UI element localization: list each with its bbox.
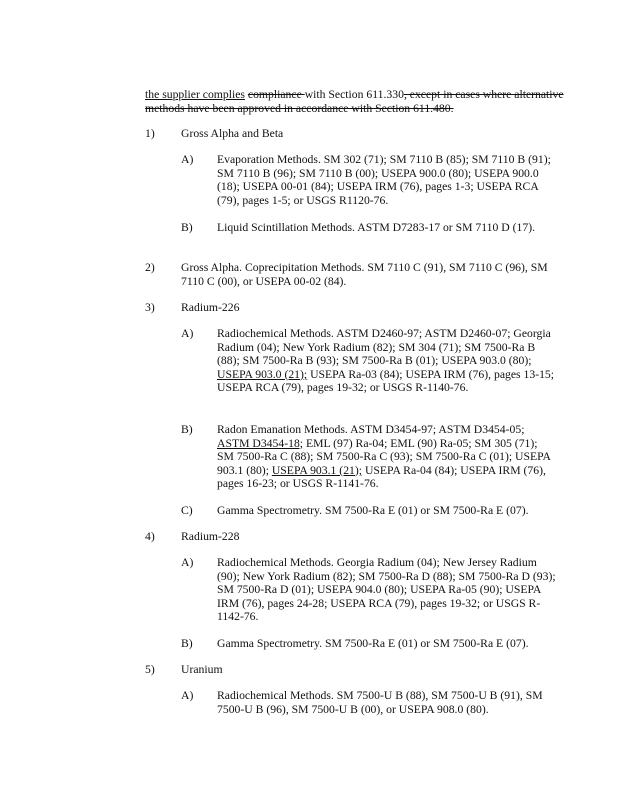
item-title: Gross Alpha. Coprecipitation Methods. SM 7110 C (91), SM 7110 C (96), SM 7110 C (00), or USEPA 00-02 (84).: [181, 261, 548, 288]
item-title: Gross Alpha and Beta: [181, 127, 284, 140]
sub-text: [217, 327, 557, 395]
item-number: 5): [145, 663, 155, 676]
text-run: USEPA Ra-03 (84); USEPA IRM (76), pages 13-15; USEPA RCA (79), pages 19-32; or USGS R-1140-76.: [217, 367, 555, 395]
sub-text: Evaporation Methods. SM 302 (71); SM 7110 B (85); SM 7110 B (91); SM 7110 B (96); SM 7110 B (00); USEPA 900.0 (80); USEPA 900.0 (18); USEPA 00-01 (84); USEPA IRM (76), pages 1-3; USEPA RCA (79), pages 1-5; or USGS R1120-76.: [217, 153, 551, 207]
sub-letter: C): [181, 504, 193, 517]
sub-letter: B): [181, 637, 193, 650]
sub-letter: A): [181, 327, 194, 340]
sub-letter: B): [181, 221, 193, 234]
sub-text: Liquid Scintillation Methods. ASTM D7283-17 or SM 7110 D (17).: [217, 221, 536, 234]
sub-text: Gamma Spectrometry. SM 7500-Ra E (01) or SM 7500-Ra E (07).: [217, 504, 529, 517]
sub-text: Radiochemical Methods. SM 7500-U B (88), SM 7500-U B (91), SM 7500-U B (96), SM 7500-U B (00), or USEPA 908.0 (80).: [217, 689, 543, 716]
item-number: 3): [145, 301, 155, 314]
intro-text: with Section 611.330: [304, 88, 404, 101]
item-title: Uranium: [181, 663, 223, 676]
text-run: USEPA Ra-04 (84); USEPA IRM (76), pages 16-23; or USGS R-1141-76.: [217, 463, 546, 491]
sub-text: Gamma Spectrometry. SM 7500-Ra E (01) or SM 7500-Ra E (07).: [217, 637, 529, 650]
inserted-text: ASTM D3454-18;: [217, 436, 304, 450]
sub-letter: A): [181, 689, 194, 702]
sub-letter: B): [181, 423, 193, 436]
text-run: Radon Emanation Methods. ASTM D3454-97; ASTM D3454-05;: [217, 423, 525, 436]
item-number: 1): [145, 127, 155, 140]
item-title: Radium-228: [181, 530, 240, 543]
intro-paragraph: [145, 88, 565, 115]
item-number: 4): [145, 530, 155, 543]
inserted-text: USEPA 903.1 (21);: [271, 463, 363, 477]
sub-letter: A): [181, 556, 194, 569]
sub-letter: A): [181, 153, 194, 166]
deleted-text: , except in cases where alternative methods have been approved in accordance with Section 611.480.: [145, 88, 564, 115]
sub-text: Radiochemical Methods. Georgia Radium (04); New Jersey Radium (90); New York Radium (82); SM 7500-Ra D (88); SM 7500-Ra D (93); SM 7500-Ra D (01); USEPA 904.0 (80); USEPA Ra-05 (90); USEPA IRM (76), pages 24-28; USEPA RCA (79), pages 19-32; or USGS R-1142-76.: [217, 556, 556, 624]
sub-text: [217, 423, 557, 491]
text-run: Radiochemical Methods. ASTM D2460-97; ASTM D2460-07; Georgia Radium (04); New York Radium (82); SM 304 (71); SM 7500-Ra B (88); SM 7500-Ra B (93); SM 7500-Ra B (01); USEPA 903.0 (80);: [217, 327, 551, 368]
text-run: EML (97) Ra-04; EML (90) Ra-05; SM 305 (71); SM 7500-Ra C (88); SM 7500-Ra C (93); SM 7500-Ra C (01); USEPA 903.1 (80);: [217, 436, 551, 477]
deleted-text: compliance: [247, 88, 305, 101]
inserted-text: USEPA 903.0 (21);: [217, 367, 308, 381]
item-number: 2): [145, 261, 155, 274]
inserted-text: the supplier complies: [145, 88, 245, 101]
item-title: Radium-226: [181, 301, 240, 314]
